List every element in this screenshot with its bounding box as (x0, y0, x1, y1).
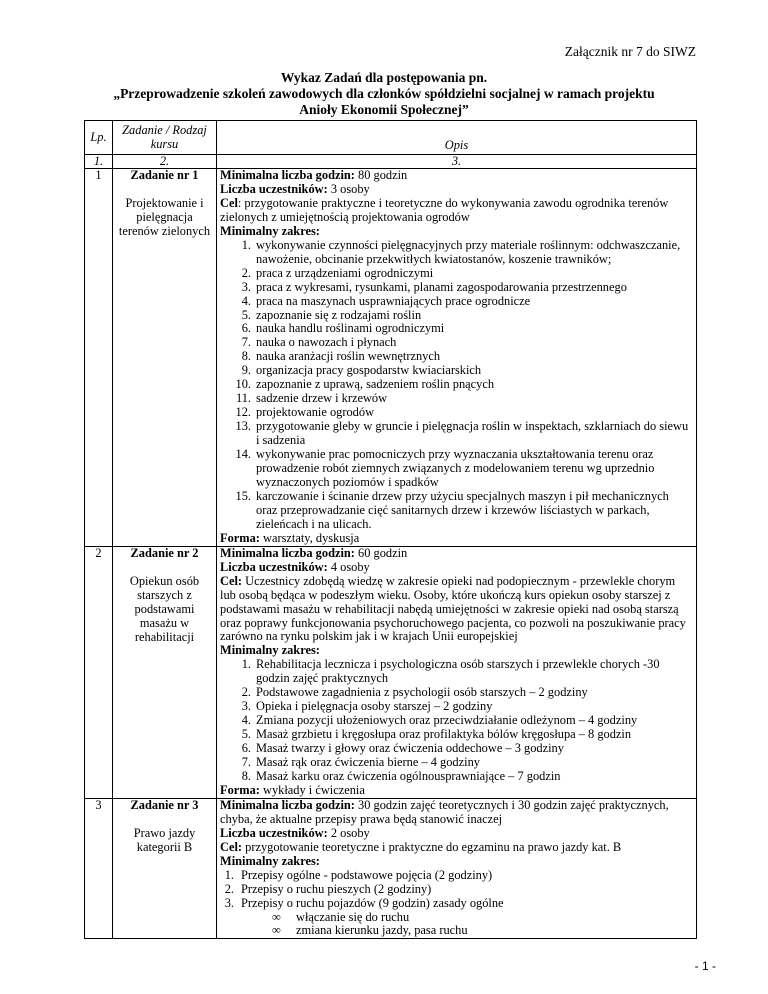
item-text: Masaż rąk oraz ćwiczenia bierne – 4 godziny (256, 755, 480, 770)
field-label: Forma: (220, 530, 260, 545)
list-item (220, 686, 693, 700)
item-text: praca z urządzeniami ogrodniczymi (256, 265, 434, 280)
description-cell (217, 546, 697, 798)
row-number: 1 (85, 169, 113, 547)
item-text: Opieka i pielęgnacja osoby starszej – 2 godziny (256, 699, 493, 714)
list-item (220, 378, 693, 392)
list-item (220, 309, 693, 323)
item-number: 12. (235, 405, 251, 420)
task-name: Zadanie nr 1 (130, 168, 199, 182)
scope-label: Minimalny zakres: (220, 853, 320, 868)
item-text: nauka handlu roślinami ogrodniczymi (256, 321, 445, 336)
list-item (220, 756, 693, 770)
item-number: 6. (241, 321, 251, 336)
item-text: zapoznanie z uprawą, sadzeniem roślin pnących (256, 377, 495, 392)
field-value: 80 godzin (354, 168, 408, 182)
list-item (220, 658, 693, 686)
task-cell (113, 798, 217, 939)
scope-label: Minimalny zakres: (220, 643, 320, 658)
field-value: 60 godzin (354, 545, 408, 560)
list-item (220, 364, 693, 378)
field-value: warsztaty, dyskusja (259, 530, 360, 545)
item-number: 2. (224, 881, 234, 896)
item-number: 7. (241, 335, 251, 350)
item-number: 3. (241, 699, 251, 714)
list-item (220, 869, 693, 883)
table-row (85, 169, 697, 547)
title-line: Anioły Ekonomii Społecznej” (299, 101, 469, 117)
table-row (85, 798, 697, 939)
field-label: Cel (220, 195, 238, 210)
goal (220, 841, 693, 855)
field-value: 3 osoby (327, 181, 370, 196)
infinity-bullet-icon: ∞ (272, 923, 281, 938)
list-item (220, 295, 693, 309)
scope-list (220, 239, 693, 532)
course-name: Prawo jazdy kategorii B (133, 825, 196, 854)
list-item (220, 322, 693, 336)
list-item (220, 239, 693, 267)
table-header-row (85, 121, 697, 155)
description-cell (217, 798, 697, 939)
item-number: 1. (241, 657, 251, 672)
list-item (220, 770, 693, 784)
item-number: 13. (235, 419, 251, 434)
list-item (220, 897, 693, 911)
participants (220, 183, 693, 197)
item-text: Zmiana pozycji ułożeniowych oraz przeciwdziałanie odleżynom – 4 godziny (256, 713, 638, 728)
item-text: projektowanie ogrodów (256, 405, 375, 420)
header-description: Opis (217, 121, 697, 155)
item-number: 1. (241, 237, 251, 252)
field-label: Forma: (220, 782, 260, 797)
title-line: Wykaz Zadań dla postępowania pn. (280, 70, 488, 85)
list-item (220, 448, 693, 490)
row-number: 2 (85, 546, 113, 798)
item-text: nauka aranżacji roślin wewnętrznych (256, 349, 441, 364)
item-text: karczowanie i ścinanie drzew przy użyciu specjalnych maszyn i pił mechanicznych oraz przeprowadzanie cięć sanitarnych drzew i krzewów liściastych w parkach, zieleńcach i na ulicach. (256, 488, 669, 531)
item-text: organizacja pracy gospodarstw kwiaciarskich (256, 363, 482, 378)
list-item (220, 336, 693, 350)
list-item (220, 911, 693, 925)
column-number-row (85, 155, 697, 169)
item-number: 1. (224, 867, 234, 882)
item-text: wykonywanie czynności pielęgnacyjnych przy materiale roślinnym: odchwaszczanie, nawożenie, obcinanie przekwitłych kwiatostanów, koszenie trawników; (256, 237, 681, 266)
form (220, 784, 693, 798)
min-hours (220, 547, 693, 561)
column-number: 3. (217, 155, 697, 169)
field-value: przygotowanie teoretyczne i praktyczne do egzaminu na prawo jazdy kat. B (242, 839, 622, 854)
column-number: 2. (113, 155, 217, 169)
list-item (220, 883, 693, 897)
item-number: 8. (241, 349, 251, 364)
item-text: Masaż twarzy i głowy oraz ćwiczenia oddechowe – 3 godziny (256, 741, 564, 756)
scope-list (220, 869, 693, 911)
field-value: wykłady i ćwiczenia (259, 782, 365, 797)
field-value: 4 osoby (327, 559, 370, 574)
item-text: sadzenie drzew i krzewów (256, 391, 388, 406)
item-number: 2. (241, 685, 251, 700)
page-number: - 1 - (694, 959, 716, 973)
item-number: 8. (241, 768, 251, 783)
field-value: Uczestnicy zdobędą wiedzę w zakresie opieki nad podopiecznym - przewlekle chorym lub osobą będąca w podeszłym wieku. Osoby, które ukończą kurs opiekun osoby starszej z podstawami masażu w rehabilitacji nabędą umiejętności w zakresie opieki nad osobą starszą oraz poprawy funkcjonowania psychoruchowego pacjenta, co pozwoli na poszukiwanie pracy zarówno na rynku polskim jak i w krajach Unii europejskiej (220, 573, 686, 644)
item-number: 10. (235, 377, 251, 392)
field-value: 30 godzin zajęć teoretycznych i 30 godzin zajęć praktycznych, chyba, że aktualne przepisy prawa będą stanowić inaczej (220, 797, 669, 826)
header-lp: Lp. (85, 121, 113, 155)
item-number: 4. (241, 713, 251, 728)
tasks-table (84, 120, 697, 939)
list-item (220, 350, 693, 364)
field-label: Liczba uczestników: (220, 825, 328, 840)
infinity-bullet-icon: ∞ (272, 909, 281, 924)
participants (220, 561, 693, 575)
list-item (220, 728, 693, 742)
table-row (85, 546, 697, 798)
list-item (220, 490, 693, 532)
header-task: Zadanie / Rodzaj kursu (113, 121, 217, 155)
row-number: 3 (85, 798, 113, 939)
item-text: przygotowanie gleby w gruncie i pielęgnacja roślin w inspektach, szklarniach do siewu i sadzenia (256, 419, 689, 448)
item-text: zapoznanie się z rodzajami roślin (256, 307, 422, 322)
item-number: 9. (241, 363, 251, 378)
item-number: 15. (235, 488, 251, 503)
sub-bullet-list (220, 911, 693, 939)
item-text: Masaż grzbietu i kręgosłupa oraz profilaktyka bólów kręgosłupa – 8 godzin (256, 727, 632, 742)
item-text: Podstawowe zagadnienia z psychologii osób starszych – 2 godziny (256, 685, 588, 700)
task-name: Zadanie nr 2 (130, 545, 199, 560)
list-item (220, 281, 693, 295)
list-item (220, 924, 693, 938)
item-text: zmiana kierunku jazdy, pasa ruchu (296, 923, 468, 938)
scope-list (220, 658, 693, 784)
list-item (220, 420, 693, 448)
item-number: 5. (241, 307, 251, 322)
task-name: Zadanie nr 3 (130, 797, 199, 812)
annex-label: Załącznik nr 7 do SIWZ (564, 44, 696, 59)
list-item (220, 392, 693, 406)
goal (220, 575, 693, 645)
field-label: Cel: (220, 573, 243, 588)
field-label: Minimalna liczba godzin: (220, 545, 355, 560)
document-title (60, 70, 708, 117)
item-number: 6. (241, 741, 251, 756)
goal (220, 197, 693, 225)
item-text: włączanie się do ruchu (296, 909, 410, 924)
item-text: wykonywanie prac pomocniczych przy wyznaczania ukształtowania terenu oraz prowadzenie robót ziemnych związanych z modelowaniem terenu wg uprzednio wyznaczonych poziomów i spadków (256, 447, 655, 489)
item-number: 5. (241, 727, 251, 742)
list-item (220, 714, 693, 728)
list-item (220, 267, 693, 281)
column-number: 1. (85, 155, 113, 169)
item-text: nauka o nawozach i płynach (256, 335, 397, 350)
item-number: 4. (241, 293, 251, 308)
field-label: Minimalna liczba godzin: (220, 168, 355, 182)
field-label: Minimalna liczba godzin: (220, 797, 355, 812)
item-text: Masaż karku oraz ćwiczenia ogólnousprawniające – 7 godzin (256, 768, 561, 783)
item-number: 3. (224, 895, 234, 910)
task-cell (113, 169, 217, 547)
participants (220, 827, 693, 841)
item-text: praca na maszynach usprawniających prace ogrodnicze (256, 293, 531, 308)
course-name: Opiekun osób starszych z podstawami masażu w rehabilitacji (129, 573, 200, 644)
description-cell (217, 169, 697, 547)
course-name: Projektowanie i pielęgnacja terenów zielonych (118, 195, 211, 238)
min-hours (220, 799, 693, 827)
list-item (220, 700, 693, 714)
item-number: 11. (235, 391, 251, 406)
item-number: 14. (235, 447, 251, 462)
field-label: Cel: (220, 839, 243, 854)
field-value: : przygotowanie praktyczne i teoretyczne do wykonywania zawodu ogrodnika terenów zielonych z umiejętnością projektowania ogrodów (220, 195, 669, 224)
task-cell (113, 546, 217, 798)
item-text: Przepisy o ruchu pojazdów (9 godzin) zasady ogólne (241, 895, 504, 910)
form (220, 532, 693, 546)
title-line: „Przeprowadzenie szkoleń zawodowych dla członków spółdzielni socjalnej w ramach projektu (113, 85, 655, 101)
item-number: 7. (241, 755, 251, 770)
list-item (220, 742, 693, 756)
item-text: Przepisy o ruchu pieszych (2 godziny) (241, 881, 432, 896)
item-text: praca z wykresami, rysunkami, planami zagospodarowania przestrzennego (256, 279, 627, 294)
field-label: Liczba uczestników: (220, 559, 328, 574)
field-label: Liczba uczestników: (220, 181, 328, 196)
item-text: Przepisy ogólne - podstawowe pojęcia (2 godziny) (241, 867, 493, 882)
item-text: Rehabilitacja lecznicza i psychologiczna osób starszych i przewlekle chorych -30 godzin zajęć praktycznych (256, 657, 660, 686)
item-number: 3. (241, 279, 251, 294)
min-hours (220, 169, 693, 183)
list-item (220, 406, 693, 420)
scope-label: Minimalny zakres: (220, 223, 320, 238)
item-number: 2. (241, 265, 251, 280)
field-value: 2 osoby (327, 825, 370, 840)
